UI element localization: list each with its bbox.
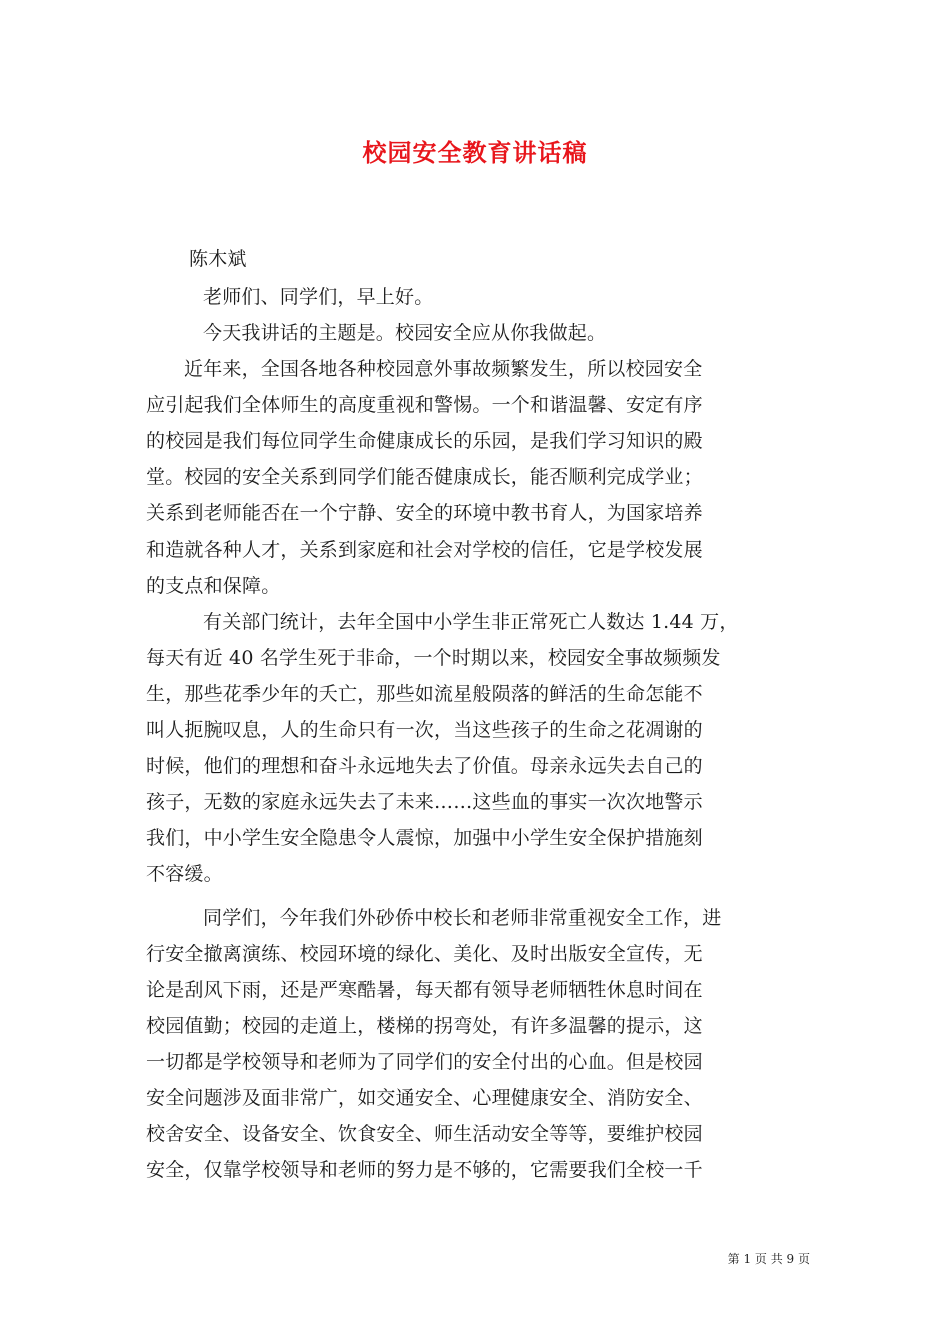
body-line: 行安全撤离演练、校园环境的绿化、美化、及时出版安全宣传，无 bbox=[146, 943, 703, 965]
body-line: 一切都是学校领导和老师为了同学们的安全付出的心血。但是校园 bbox=[146, 1051, 703, 1073]
body-line: 关系到老师能否在一个宁静、安全的环境中教书育人，为国家培养 bbox=[146, 502, 703, 524]
body-line: 安全问题涉及面非常广，如交通安全、心理健康安全、消防安全、 bbox=[146, 1087, 703, 1109]
author-line: 陈木斌 bbox=[189, 248, 247, 270]
body-line: 不容缓。 bbox=[146, 863, 223, 885]
body-line: 每天有近 40 名学生死于非命，一个时期以来，校园安全事故频频发 bbox=[146, 647, 721, 669]
body-line: 校舍安全、设备安全、饮食安全、师生活动安全等等，要维护校园 bbox=[146, 1123, 703, 1145]
body-line: 我们，中小学生安全隐患令人震惊，加强中小学生安全保护措施刻 bbox=[146, 827, 703, 849]
body-line: 今天我讲话的主题是。校园安全应从你我做起。 bbox=[203, 322, 607, 344]
body-line: 有关部门统计，去年全国中小学生非正常死亡人数达 1.44 万， bbox=[203, 611, 739, 633]
page-number: 第 1 页 共 9 页 bbox=[727, 1252, 810, 1266]
body-line: 的校园是我们每位同学生命健康成长的乐园，是我们学习知识的殿 bbox=[146, 430, 703, 452]
body-line: 同学们，今年我们外砂侨中校长和老师非常重视安全工作，进 bbox=[203, 907, 722, 929]
body-line: 的支点和保障。 bbox=[146, 575, 281, 597]
body-line: 叫人扼腕叹息，人的生命只有一次，当这些孩子的生命之花凋谢的 bbox=[146, 719, 703, 741]
body-line: 和造就各种人才，关系到家庭和社会对学校的信任，它是学校发展 bbox=[146, 539, 703, 561]
body-line: 校园值勤；校园的走道上，楼梯的拐弯处，有许多温馨的提示，这 bbox=[146, 1015, 703, 1037]
body-line: 近年来，全国各地各种校园意外事故频繁发生，所以校园安全 bbox=[184, 358, 703, 380]
body-line: 时候，他们的理想和奋斗永远地失去了价值。母亲永远失去自己的 bbox=[146, 755, 703, 777]
body-line: 论是刮风下雨，还是严寒酷暑，每天都有领导老师牺牲休息时间在 bbox=[146, 979, 703, 1001]
body-line: 应引起我们全体师生的高度重视和警惕。一个和谐温馨、安定有序 bbox=[146, 394, 703, 416]
body-line: 生，那些花季少年的夭亡，那些如流星般陨落的鲜活的生命怎能不 bbox=[146, 683, 703, 705]
body-line: 孩子，无数的家庭永远失去了未来……这些血的事实一次次地警示 bbox=[146, 791, 703, 813]
body-line: 安全，仅靠学校领导和老师的努力是不够的，它需要我们全校一千 bbox=[146, 1159, 703, 1181]
document-title: 校园安全教育讲话稿 bbox=[362, 138, 588, 167]
body-line: 堂。校园的安全关系到同学们能否健康成长，能否顺利完成学业； bbox=[146, 466, 703, 488]
greeting-line: 老师们、同学们，早上好。 bbox=[203, 286, 434, 308]
